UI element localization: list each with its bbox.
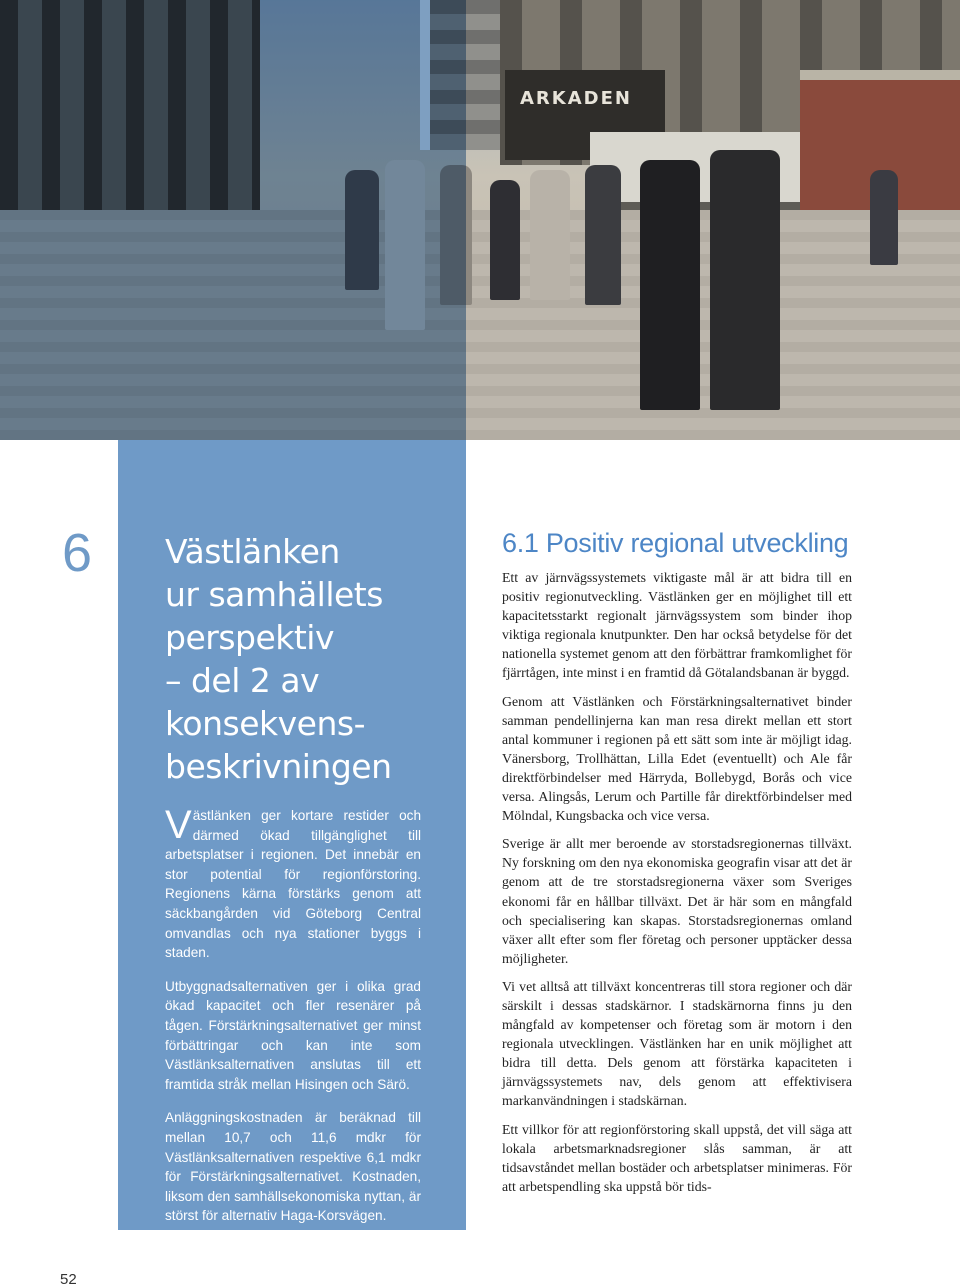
- chapter-title-line: konsekvens-: [165, 704, 365, 743]
- body-paragraph: Sverige är allt mer beroende av storstadsregionernas tillväxt. Ny forskning om den nya ekonomiska geografin visar att det är genom att de tre storstadsregionerna växer som Sveriges ekonomi får en hållbar tillväxt. Det är här som en mångfald och specialisering kan skapas. Storstadsregionernas omland växer allt efter som fler företag och personer upptäcker dessa möjligheter.: [502, 836, 852, 966]
- body-paragraph: Ett villkor för att regionförstoring skall uppstå, det vill säga att lokala arbetsmarknadsregioner slås samman, är att tidsavståndet mellan bostäder och arbetsplatser minimeras. För att arbetspendling ska uppstå bör tids-: [502, 1121, 852, 1194]
- photo-person: [530, 170, 570, 300]
- photo-store-sign: ARKADEN: [520, 88, 632, 109]
- photo-blue-tint: [0, 0, 466, 440]
- body-paragraph: Ett av järnvägssystemets viktigaste mål är att bidra till en positiv regionutveckling. Västlänken ger en möjlighet till ett kapacitetsstarkt regionalt järnvägssystem som binder ihop viktiga regionala knutpunkter. Den har också betydelse för det nationella systemet genom att den förbättrar framkomlighet för fjärrtågen, inte minst i en framtid då Götalandsbanan är byggd.: [502, 570, 852, 681]
- summary-paragraph-text: ästlänken ger kortare restider och därmed ökad tillgänglighet till arbetsplatser i regionen. Det innebär en stor potential för regionförstoring. Regionens kärna förstärks genom att säckbangården vid Göteborg Central omvandlas och nya stationer byggs i staden.: [165, 808, 421, 961]
- summary-paragraph: Utbyggnadsalternativen ger i olika grad ökad kapacitet och fler resenärer på tågen. Förstärkningsalternativet ger minst förbättringar och kan inte som Västlänksalternativen anslutas till ett framtida stråk mellan Hisingen och Särö.: [165, 978, 421, 1092]
- page-number: 52: [60, 1271, 77, 1288]
- summary-text: [165, 803, 421, 1240]
- photo-person: [870, 170, 898, 265]
- summary-paragraph: Anläggningskostnaden är beräknad till mellan 10,7 och 11,6 mdkr för Västlänksalternativen respektive 6,1 mdkr för Förstärkningsalternativet. Kostnaden, liksom den samhällsekonomiska nyttan, är störst för alternativ Haga-Korsvägen.: [165, 1110, 421, 1224]
- photo-person: [585, 165, 621, 305]
- chapter-title-line: beskrivningen: [165, 747, 392, 786]
- section-body: [502, 568, 852, 1205]
- body-paragraph: Vi vet alltså att tillväxt koncentreras till stora regioner och där särskilt i dessas stadskärnor. I stadskärnorna finns ju den mångfald av kompetenser och företag som är motorn i den regionala utvecklingen. Västlänken har en unik möjlighet att bidra till detta. Dels genom att förstärka kapaciteten i järnvägssystemets nav, dels genom att effektivisera markanvändningen i stadskärnan.: [502, 978, 852, 1109]
- drop-cap: V: [165, 803, 192, 847]
- chapter-title-line: ur samhällets: [165, 575, 383, 614]
- photo-person: [490, 180, 520, 300]
- chapter-title-line: Västlänken: [165, 532, 340, 571]
- chapter-number: 6: [62, 523, 93, 583]
- chapter-title-line: perspektiv: [165, 618, 335, 657]
- photo-person: [710, 150, 780, 410]
- chapter-title: [165, 530, 455, 788]
- chapter-title-line: – del 2 av: [165, 661, 320, 700]
- photo-person: [640, 160, 700, 410]
- summary-paragraph: [165, 803, 421, 963]
- section-heading: 6.1 Positiv regional utveckling: [502, 528, 849, 558]
- street-photo: [0, 0, 960, 440]
- body-paragraph: Genom att Västlänken och Förstärkningsalternativet binder samman pendellinjerna kan man resa direkt mellan ett stort antal kommuner i regionen på ett sätt som inte är möjligt idag. Vänersborg, Trollhättan, Lilla Edet (eventuellt) och Ale får direktförbindelser med Härryda, Bollebygd, Borås och vice versa. Alingsås, Lerum och Partille får direktförbindelser med Mölndal, Kungsbacka och vice versa.: [502, 693, 852, 824]
